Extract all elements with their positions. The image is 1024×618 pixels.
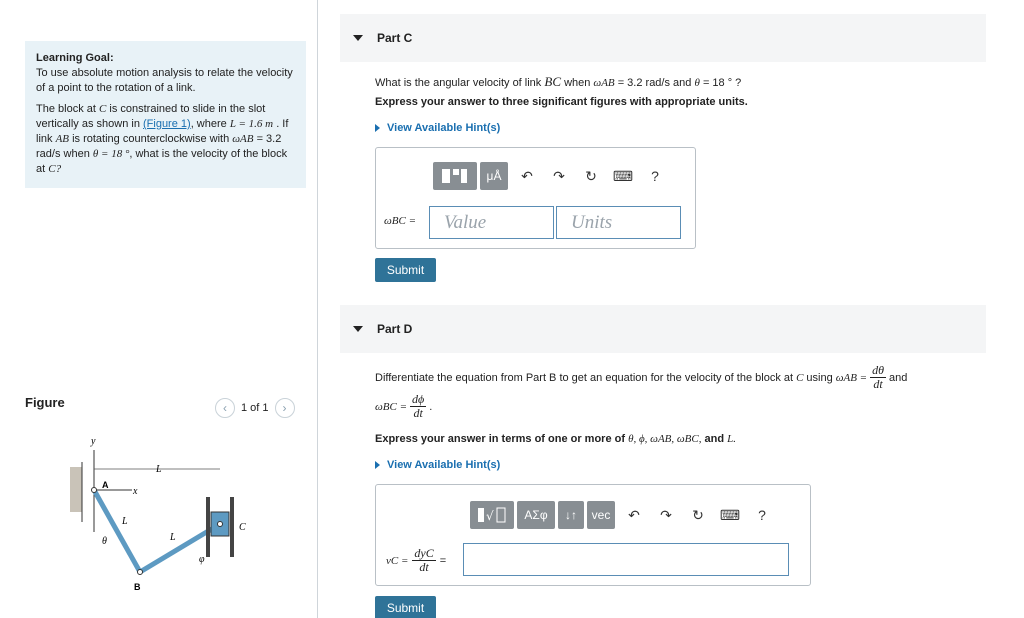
part-d-header[interactable] xyxy=(340,305,986,353)
value-input[interactable]: Value xyxy=(429,206,554,239)
dphi-dt-fraction: $\frac{d\phi}{dt}$ xyxy=(412,392,425,420)
chevron-left-icon[interactable]: ‹ xyxy=(215,398,235,418)
vector-button[interactable]: vec xyxy=(587,501,615,529)
part-c-question: What is the angular velocity of link BC when ωAB = 3.2 rad/s and θ = 18 ° ? xyxy=(375,74,742,89)
slot-left xyxy=(206,497,210,557)
collapse-triangle-icon xyxy=(353,326,363,332)
help-button[interactable]: ? xyxy=(758,507,766,523)
subscript-button[interactable]: ↓↑ xyxy=(558,501,584,529)
slot-right xyxy=(230,497,234,557)
learning-goal-description: To use absolute motion analysis to relate the velocity of a point to the rotation of a link. xyxy=(36,67,293,94)
figure-label: Figure xyxy=(25,395,65,410)
greek-symbols-button[interactable]: ΑΣφ xyxy=(517,501,555,529)
keyboard-icon[interactable]: ⌨ xyxy=(612,167,634,184)
pin-A xyxy=(92,488,97,493)
problem-statement: The block at C is constrained to slide in the slot vertically as shown in (Figure 1), where L = 1.6 m . If link AB is rotating counterclockwise with ωAB = 3.2 rad/s when θ = 18 °, what is the velocity of the block at C? xyxy=(36,103,289,175)
templates-icon[interactable] xyxy=(470,501,514,529)
reset-icon[interactable]: ↻ xyxy=(585,167,597,184)
part-c-toolbar xyxy=(433,162,671,190)
figure-link[interactable]: (Figure 1) xyxy=(143,118,191,130)
label-y: y xyxy=(91,436,96,447)
redo-icon[interactable]: ↷ xyxy=(660,506,672,523)
pin-C xyxy=(218,522,223,527)
dyc-dt-fraction: $\frac{\text{dyC}}{dt}$ xyxy=(414,546,434,574)
collapse-triangle-icon xyxy=(353,35,363,41)
part-c-instruction: Express your answer to three significant figures with appropriate units. xyxy=(375,96,748,108)
dtheta-dt-fraction: $\frac{d\theta}{dt}$ xyxy=(872,363,884,391)
label-B: B xyxy=(134,582,141,592)
vc-answer-input[interactable] xyxy=(463,543,789,576)
undo-icon[interactable]: ↶ xyxy=(521,167,533,184)
part-c-header[interactable] xyxy=(340,14,986,62)
part-d-submit-button[interactable]: Submit xyxy=(375,596,436,618)
learning-goal-title: Learning Goal: xyxy=(36,52,114,64)
wall-hatch xyxy=(70,467,82,512)
pin-B xyxy=(138,570,143,575)
label-L-left: L xyxy=(122,516,128,527)
left-panel xyxy=(0,0,318,618)
label-A: A xyxy=(102,480,109,490)
part-d-toolbar xyxy=(470,501,778,529)
panel-divider xyxy=(317,0,318,618)
part-c-submit-button[interactable]: Submit xyxy=(375,258,436,282)
part-c-answer-box xyxy=(375,147,696,249)
part-d-hint-link[interactable]: View Available Hint(s) xyxy=(375,459,500,471)
redo-icon[interactable]: ↷ xyxy=(553,167,565,184)
vc-equation-label: vC = $\frac{\text{dyC}}{dt}$ = xyxy=(386,546,447,574)
label-phi: φ xyxy=(199,554,205,565)
help-button[interactable]: ? xyxy=(651,168,659,184)
figure-page-count: 1 of 1 xyxy=(241,402,269,414)
expand-arrow-icon xyxy=(375,461,380,469)
part-c-hint-link[interactable]: View Available Hint(s) xyxy=(375,122,500,134)
learning-goal-box xyxy=(25,41,306,188)
chevron-right-icon[interactable]: › xyxy=(275,398,295,418)
reset-icon[interactable]: ↻ xyxy=(692,506,704,523)
label-x: x xyxy=(133,486,138,497)
link-AB xyxy=(94,490,140,572)
label-theta: θ xyxy=(102,536,107,547)
units-button[interactable]: μÅ xyxy=(480,162,508,190)
part-d-label: Part D xyxy=(377,322,413,336)
part-c-label: Part C xyxy=(377,31,413,45)
expand-arrow-icon xyxy=(375,124,380,132)
template-sqrt-glyph xyxy=(477,506,507,524)
figure-pager xyxy=(215,398,295,418)
mechanism-figure xyxy=(60,432,260,597)
part-d-answer-box xyxy=(375,484,811,586)
part-d-instruction: Express your answer in terms of one or more of θ, ϕ, ωAB, ωBC, and L. xyxy=(375,433,737,445)
keyboard-icon[interactable]: ⌨ xyxy=(719,506,741,523)
templates-icon[interactable] xyxy=(433,162,477,190)
part-d-question: Differentiate the equation from Part B to get an equation for the velocity of the block at C using ωAB = $\frac{d\theta}{dt}$ and ωBC = $\frac{d\phi}{dt}$ . xyxy=(375,363,908,420)
template-glyph xyxy=(441,167,469,185)
label-L-top: L xyxy=(156,464,162,475)
label-C: C xyxy=(239,522,246,533)
units-input[interactable]: Units xyxy=(556,206,681,239)
omega-bc-label: ωBC = xyxy=(384,215,416,227)
label-L-mid: L xyxy=(170,532,176,543)
undo-icon[interactable]: ↶ xyxy=(628,506,640,523)
svg-text:√: √ xyxy=(486,509,494,523)
